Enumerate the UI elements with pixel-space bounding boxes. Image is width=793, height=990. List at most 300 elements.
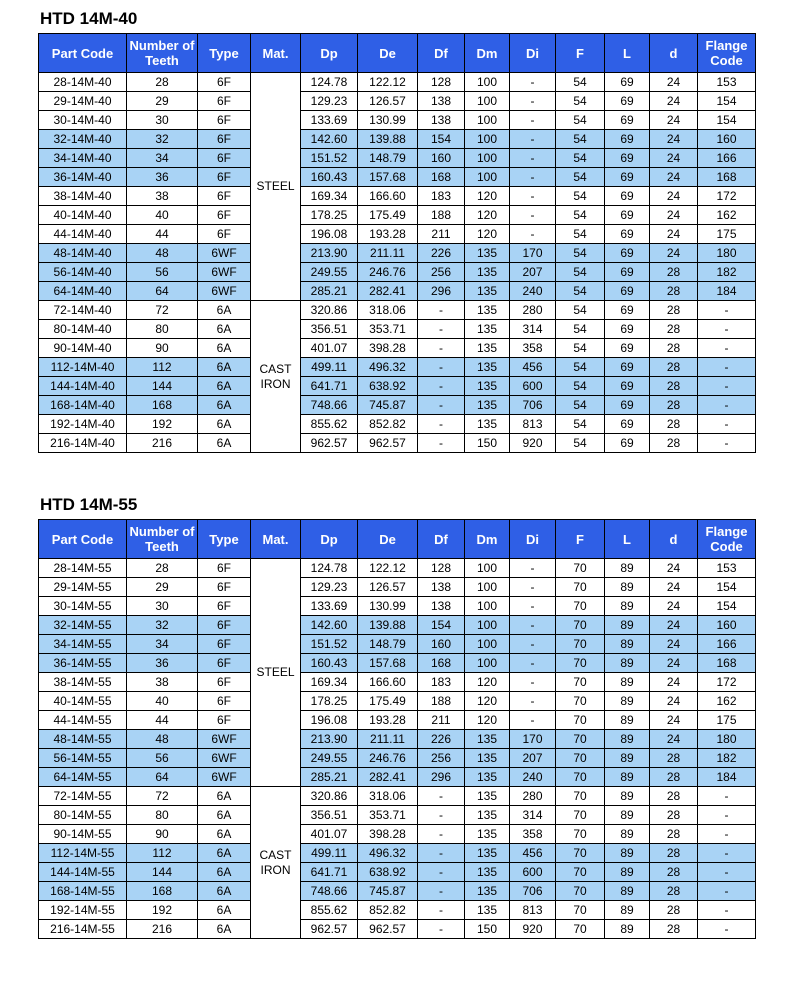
cell-de: 852.82 (358, 901, 418, 920)
cell-part-code: 168-14M-40 (39, 396, 127, 415)
cell-f: 54 (556, 111, 605, 130)
cell-dm: 135 (465, 787, 510, 806)
cell-de: 126.57 (358, 92, 418, 111)
cell-de: 148.79 (358, 635, 418, 654)
cell-df: 160 (418, 635, 465, 654)
cell-di: - (510, 654, 556, 673)
table-row (39, 901, 756, 920)
cell-part-code: 90-14M-40 (39, 339, 127, 358)
table-row (39, 73, 756, 92)
cell-di: 600 (510, 863, 556, 882)
table-row (39, 111, 756, 130)
table-row (39, 434, 756, 453)
cell-f: 70 (556, 882, 605, 901)
cell-f: 54 (556, 206, 605, 225)
header-flange-code: Flange Code (698, 34, 756, 73)
cell-teeth: 64 (127, 282, 198, 301)
section-title: HTD 14M-40 (40, 9, 138, 28)
cell-flange-code: 162 (698, 692, 756, 711)
cell-l: 89 (605, 768, 650, 787)
cell-dm: 100 (465, 616, 510, 635)
table-row (39, 263, 756, 282)
cell-d: 28 (650, 358, 698, 377)
cell-df: - (418, 396, 465, 415)
cell-de: 193.28 (358, 711, 418, 730)
cell-de: 193.28 (358, 225, 418, 244)
cell-part-code: 30-14M-40 (39, 111, 127, 130)
cell-dp: 401.07 (301, 339, 358, 358)
cell-l: 89 (605, 692, 650, 711)
cell-l: 69 (605, 320, 650, 339)
cell-type: 6A (198, 920, 251, 939)
cell-d: 28 (650, 377, 698, 396)
cell-l: 69 (605, 415, 650, 434)
cell-l: 69 (605, 377, 650, 396)
cell-dm: 100 (465, 578, 510, 597)
table-row (39, 301, 756, 320)
cell-teeth: 28 (127, 559, 198, 578)
cell-flange-code: 153 (698, 559, 756, 578)
cell-f: 70 (556, 730, 605, 749)
cell-d: 24 (650, 578, 698, 597)
cell-type: 6A (198, 825, 251, 844)
cell-part-code: 40-14M-40 (39, 206, 127, 225)
cell-d: 28 (650, 396, 698, 415)
table-row (39, 825, 756, 844)
cell-dm: 135 (465, 244, 510, 263)
cell-d: 24 (650, 635, 698, 654)
cell-part-code: 36-14M-40 (39, 168, 127, 187)
cell-part-code: 168-14M-55 (39, 882, 127, 901)
cell-part-code: 72-14M-55 (39, 787, 127, 806)
header-d: d (650, 34, 698, 73)
cell-di: - (510, 597, 556, 616)
cell-l: 89 (605, 616, 650, 635)
cell-l: 69 (605, 244, 650, 263)
cell-de: 282.41 (358, 282, 418, 301)
cell-de: 130.99 (358, 597, 418, 616)
cell-di: - (510, 168, 556, 187)
table-row (39, 396, 756, 415)
header-di: Di (510, 34, 556, 73)
table-row (39, 768, 756, 787)
cell-d: 24 (650, 73, 698, 92)
cell-teeth: 29 (127, 92, 198, 111)
table-row (39, 92, 756, 111)
cell-de: 126.57 (358, 578, 418, 597)
cell-df: - (418, 882, 465, 901)
cell-dp: 962.57 (301, 434, 358, 453)
cell-f: 70 (556, 559, 605, 578)
cell-d: 28 (650, 320, 698, 339)
cell-d: 24 (650, 187, 698, 206)
table-row (39, 749, 756, 768)
cell-type: 6A (198, 339, 251, 358)
table-row (39, 358, 756, 377)
cell-dm: 120 (465, 673, 510, 692)
cell-dp: 196.08 (301, 225, 358, 244)
cell-d: 28 (650, 863, 698, 882)
cell-f: 70 (556, 806, 605, 825)
cell-flange-code: - (698, 806, 756, 825)
cell-type: 6A (198, 396, 251, 415)
cell-type: 6F (198, 597, 251, 616)
cell-di: 207 (510, 749, 556, 768)
cell-dm: 150 (465, 434, 510, 453)
cell-teeth: 32 (127, 130, 198, 149)
header-number-of-teeth: Number of Teeth (127, 34, 198, 73)
cell-part-code: 29-14M-40 (39, 92, 127, 111)
cell-flange-code: 160 (698, 616, 756, 635)
cell-de: 496.32 (358, 358, 418, 377)
cell-df: - (418, 920, 465, 939)
cell-l: 89 (605, 730, 650, 749)
cell-df: - (418, 301, 465, 320)
cell-di: - (510, 111, 556, 130)
cell-f: 54 (556, 92, 605, 111)
cell-de: 139.88 (358, 130, 418, 149)
cell-dm: 100 (465, 597, 510, 616)
cell-df: 211 (418, 225, 465, 244)
cell-dm: 135 (465, 825, 510, 844)
cell-type: 6A (198, 415, 251, 434)
cell-d: 28 (650, 282, 698, 301)
cell-part-code: 216-14M-55 (39, 920, 127, 939)
cell-teeth: 216 (127, 920, 198, 939)
cell-de: 166.60 (358, 673, 418, 692)
cell-type: 6A (198, 377, 251, 396)
cell-dp: 124.78 (301, 73, 358, 92)
cell-type: 6WF (198, 244, 251, 263)
cell-df: 226 (418, 244, 465, 263)
cell-teeth: 48 (127, 730, 198, 749)
table-row (39, 244, 756, 263)
cell-part-code: 56-14M-55 (39, 749, 127, 768)
cell-flange-code: 154 (698, 578, 756, 597)
cell-d: 28 (650, 263, 698, 282)
cell-df: 256 (418, 263, 465, 282)
cell-teeth: 29 (127, 578, 198, 597)
spec-table (38, 519, 756, 939)
cell-df: - (418, 415, 465, 434)
header-type: Type (198, 520, 251, 559)
cell-df: 183 (418, 673, 465, 692)
cell-dp: 213.90 (301, 730, 358, 749)
cell-dm: 135 (465, 358, 510, 377)
cell-flange-code: - (698, 339, 756, 358)
cell-l: 89 (605, 920, 650, 939)
cell-de: 211.11 (358, 244, 418, 263)
cell-part-code: 34-14M-55 (39, 635, 127, 654)
cell-de: 496.32 (358, 844, 418, 863)
cell-teeth: 30 (127, 111, 198, 130)
header-l: L (605, 34, 650, 73)
cell-part-code: 192-14M-55 (39, 901, 127, 920)
cell-de: 638.92 (358, 863, 418, 882)
cell-l: 69 (605, 206, 650, 225)
cell-dp: 855.62 (301, 901, 358, 920)
cell-type: 6A (198, 434, 251, 453)
cell-di: 170 (510, 244, 556, 263)
cell-di: 456 (510, 844, 556, 863)
cell-dm: 100 (465, 130, 510, 149)
cell-di: - (510, 578, 556, 597)
cell-d: 28 (650, 415, 698, 434)
table-row (39, 597, 756, 616)
cell-flange-code: - (698, 301, 756, 320)
cell-l: 89 (605, 825, 650, 844)
cell-dm: 135 (465, 749, 510, 768)
header-f: F (556, 520, 605, 559)
cell-teeth: 192 (127, 901, 198, 920)
cell-di: - (510, 92, 556, 111)
cell-part-code: 40-14M-55 (39, 692, 127, 711)
cell-di: 813 (510, 901, 556, 920)
cell-type: 6A (198, 901, 251, 920)
cell-df: 154 (418, 616, 465, 635)
cell-dm: 135 (465, 320, 510, 339)
cell-df: 138 (418, 111, 465, 130)
cell-dp: 249.55 (301, 263, 358, 282)
cell-type: 6WF (198, 749, 251, 768)
cell-part-code: 72-14M-40 (39, 301, 127, 320)
cell-d: 24 (650, 730, 698, 749)
cell-f: 54 (556, 263, 605, 282)
cell-teeth: 36 (127, 168, 198, 187)
cell-part-code: 64-14M-55 (39, 768, 127, 787)
cell-d: 28 (650, 806, 698, 825)
cell-teeth: 144 (127, 863, 198, 882)
cell-flange-code: 184 (698, 282, 756, 301)
table-row (39, 149, 756, 168)
cell-df: 138 (418, 92, 465, 111)
cell-flange-code: - (698, 920, 756, 939)
header-f: F (556, 34, 605, 73)
cell-flange-code: 172 (698, 673, 756, 692)
cell-part-code: 44-14M-55 (39, 711, 127, 730)
cell-de: 157.68 (358, 168, 418, 187)
cell-teeth: 72 (127, 787, 198, 806)
cell-df: 211 (418, 711, 465, 730)
cell-de: 398.28 (358, 339, 418, 358)
cell-flange-code: 168 (698, 168, 756, 187)
cell-d: 24 (650, 616, 698, 635)
cell-dp: 178.25 (301, 206, 358, 225)
cell-di: - (510, 692, 556, 711)
cell-flange-code: - (698, 844, 756, 863)
header-di: Di (510, 520, 556, 559)
cell-dm: 100 (465, 92, 510, 111)
cell-flange-code: - (698, 415, 756, 434)
cell-f: 70 (556, 863, 605, 882)
cell-flange-code: - (698, 901, 756, 920)
cell-teeth: 168 (127, 882, 198, 901)
cell-teeth: 216 (127, 434, 198, 453)
header-part-code: Part Code (39, 34, 127, 73)
cell-f: 54 (556, 73, 605, 92)
cell-dm: 100 (465, 149, 510, 168)
cell-teeth: 56 (127, 749, 198, 768)
cell-di: - (510, 73, 556, 92)
cell-f: 70 (556, 825, 605, 844)
cell-de: 166.60 (358, 187, 418, 206)
cell-l: 69 (605, 111, 650, 130)
cell-l: 69 (605, 187, 650, 206)
cell-f: 70 (556, 692, 605, 711)
cell-l: 89 (605, 559, 650, 578)
cell-type: 6F (198, 111, 251, 130)
cell-flange-code: 184 (698, 768, 756, 787)
cell-dm: 100 (465, 559, 510, 578)
cell-dp: 401.07 (301, 825, 358, 844)
cell-teeth: 34 (127, 635, 198, 654)
cell-dp: 160.43 (301, 654, 358, 673)
cell-df: 188 (418, 206, 465, 225)
cell-teeth: 168 (127, 396, 198, 415)
cell-di: 358 (510, 339, 556, 358)
cell-d: 24 (650, 130, 698, 149)
cell-d: 24 (650, 206, 698, 225)
cell-teeth: 38 (127, 673, 198, 692)
cell-teeth: 80 (127, 806, 198, 825)
cell-dp: 499.11 (301, 358, 358, 377)
header-material: Mat. (251, 520, 301, 559)
cell-part-code: 144-14M-40 (39, 377, 127, 396)
cell-f: 54 (556, 434, 605, 453)
cell-f: 54 (556, 244, 605, 263)
cell-f: 70 (556, 616, 605, 635)
table-row (39, 787, 756, 806)
section-htd-14m-55 (38, 495, 755, 939)
cell-dm: 135 (465, 882, 510, 901)
cell-dm: 100 (465, 654, 510, 673)
cell-teeth: 112 (127, 358, 198, 377)
cell-flange-code: 182 (698, 263, 756, 282)
cell-dp: 124.78 (301, 559, 358, 578)
cell-l: 89 (605, 673, 650, 692)
cell-de: 962.57 (358, 434, 418, 453)
cell-di: - (510, 149, 556, 168)
cell-dm: 150 (465, 920, 510, 939)
cell-df: - (418, 901, 465, 920)
cell-dp: 196.08 (301, 711, 358, 730)
cell-d: 28 (650, 920, 698, 939)
cell-df: 168 (418, 654, 465, 673)
cell-f: 70 (556, 578, 605, 597)
table-row (39, 415, 756, 434)
header-row (39, 34, 756, 73)
cell-flange-code: 160 (698, 130, 756, 149)
cell-part-code: 56-14M-40 (39, 263, 127, 282)
cell-type: 6F (198, 711, 251, 730)
cell-part-code: 90-14M-55 (39, 825, 127, 844)
material-steel: STEEL (251, 559, 301, 787)
cell-d: 28 (650, 882, 698, 901)
table-row (39, 339, 756, 358)
cell-dm: 135 (465, 301, 510, 320)
cell-teeth: 32 (127, 616, 198, 635)
cell-f: 54 (556, 282, 605, 301)
header-df: Df (418, 34, 465, 73)
table-row (39, 654, 756, 673)
cell-l: 89 (605, 863, 650, 882)
cell-de: 157.68 (358, 654, 418, 673)
cell-flange-code: 180 (698, 730, 756, 749)
cell-f: 54 (556, 301, 605, 320)
cell-type: 6F (198, 654, 251, 673)
cell-di: 813 (510, 415, 556, 434)
cell-teeth: 144 (127, 377, 198, 396)
cell-type: 6F (198, 187, 251, 206)
cell-dp: 133.69 (301, 597, 358, 616)
header-type: Type (198, 34, 251, 73)
cell-de: 246.76 (358, 749, 418, 768)
cell-f: 70 (556, 597, 605, 616)
cell-f: 54 (556, 130, 605, 149)
cell-l: 69 (605, 168, 650, 187)
cell-d: 24 (650, 92, 698, 111)
cell-l: 69 (605, 396, 650, 415)
cell-l: 69 (605, 301, 650, 320)
cell-teeth: 44 (127, 225, 198, 244)
cell-flange-code: 153 (698, 73, 756, 92)
cell-dm: 135 (465, 768, 510, 787)
cell-dp: 855.62 (301, 415, 358, 434)
cell-de: 130.99 (358, 111, 418, 130)
cell-df: 128 (418, 559, 465, 578)
cell-type: 6F (198, 92, 251, 111)
cell-di: - (510, 225, 556, 244)
cell-flange-code: 180 (698, 244, 756, 263)
cell-l: 89 (605, 806, 650, 825)
cell-dm: 135 (465, 415, 510, 434)
section-title: HTD 14M-55 (40, 495, 138, 514)
header-dp: Dp (301, 34, 358, 73)
cell-d: 24 (650, 149, 698, 168)
table-row (39, 692, 756, 711)
cell-type: 6F (198, 673, 251, 692)
cell-di: 280 (510, 301, 556, 320)
cell-part-code: 192-14M-40 (39, 415, 127, 434)
cell-flange-code: - (698, 863, 756, 882)
cell-type: 6F (198, 578, 251, 597)
spec-table (38, 33, 756, 453)
table-row (39, 578, 756, 597)
cell-l: 69 (605, 282, 650, 301)
cell-dp: 160.43 (301, 168, 358, 187)
cell-di: 456 (510, 358, 556, 377)
cell-di: 706 (510, 396, 556, 415)
cell-dm: 100 (465, 111, 510, 130)
cell-flange-code: - (698, 377, 756, 396)
cell-f: 54 (556, 320, 605, 339)
cell-flange-code: - (698, 396, 756, 415)
header-de: De (358, 520, 418, 559)
material-cast-iron: CAST IRON (251, 301, 301, 453)
cell-teeth: 36 (127, 654, 198, 673)
cell-d: 28 (650, 301, 698, 320)
cell-dm: 100 (465, 635, 510, 654)
cell-dp: 142.60 (301, 130, 358, 149)
cell-f: 70 (556, 768, 605, 787)
cell-di: 240 (510, 768, 556, 787)
cell-type: 6WF (198, 730, 251, 749)
cell-flange-code: 154 (698, 597, 756, 616)
table-row (39, 225, 756, 244)
cell-teeth: 90 (127, 339, 198, 358)
cell-f: 54 (556, 168, 605, 187)
cell-dp: 356.51 (301, 320, 358, 339)
